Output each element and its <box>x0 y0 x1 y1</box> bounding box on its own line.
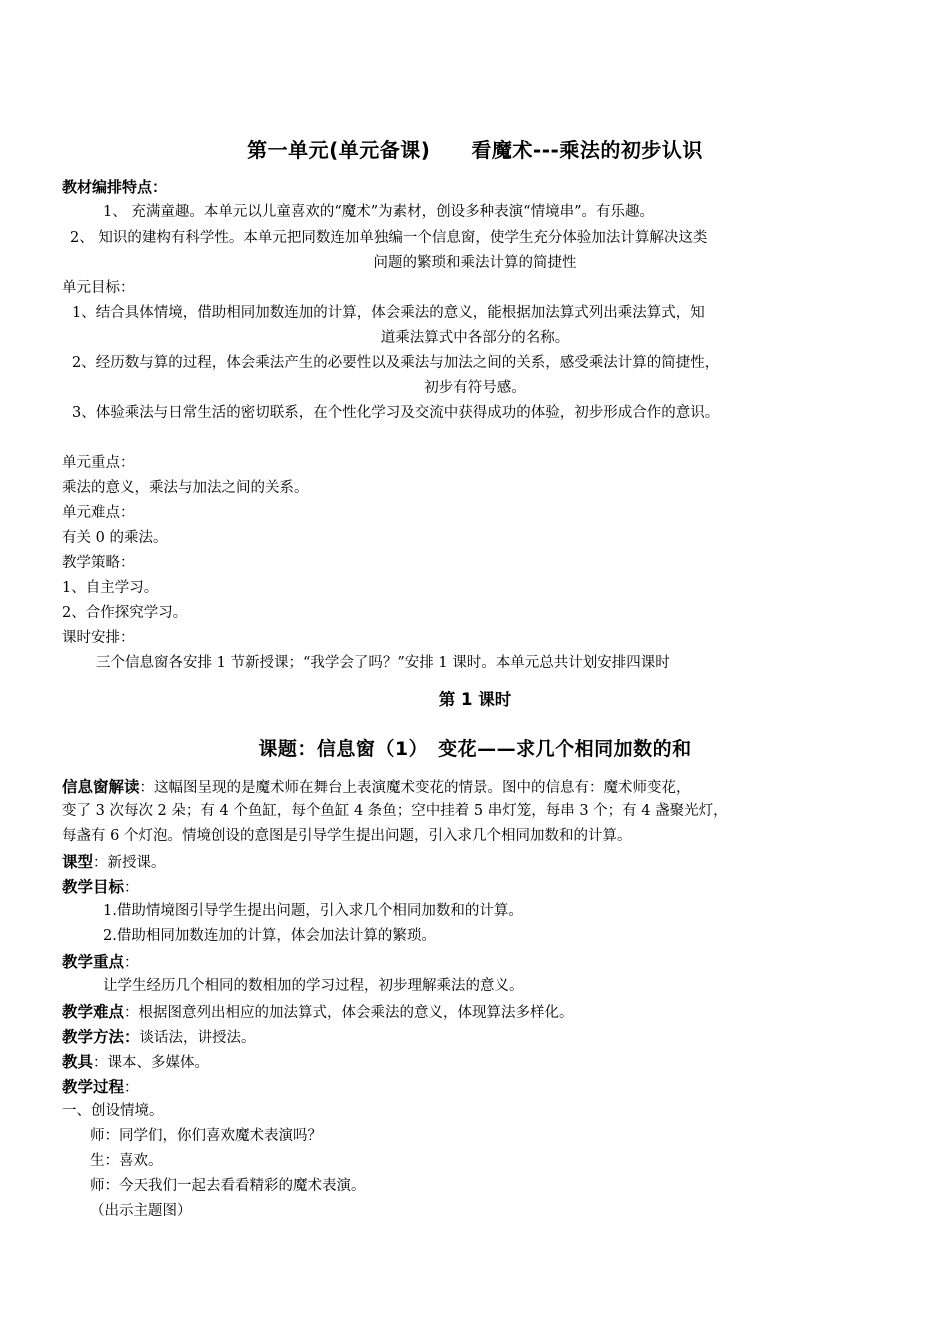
teaching-method <box>62 1026 256 1049</box>
teaching-process-colon: ： <box>124 1080 139 1096</box>
difficulty-text: 有关 0 的乘法。 <box>62 530 168 546</box>
unit-title: 第一单元(单元备课) 看魔术---乘法的初步认识 <box>247 138 703 162</box>
goal-3: 3、体验乘法与日常生活的密切联系，在个性化学习及交流中获得成功的体验，初步形成合作的意识。 <box>72 405 720 421</box>
teaching-process-heading <box>62 1076 139 1099</box>
strategy-item-1: 1、自主学习。 <box>62 580 159 596</box>
teaching-key-heading <box>62 951 139 974</box>
process-dialog-2: 生：喜欢。 <box>90 1153 163 1169</box>
teaching-goal-1: 1.借助情境图引导学生提出问题，引入求几个相同加数和的计算。 <box>103 903 523 919</box>
process-note: （出示主题图） <box>90 1203 192 1219</box>
teaching-goal-heading <box>62 876 139 899</box>
teaching-difficulty-text: ：根据图意列出相应的加法算式，体会乘法的意义，体现算法多样化。 <box>124 1005 574 1021</box>
goal-1-cont: 道乘法算式中各部分的名称。 <box>380 330 570 346</box>
info-window-label: 信息窗解读 <box>62 778 140 796</box>
strategy-heading: 教学策略： <box>62 555 135 571</box>
process-dialog-3: 师：今天我们一起去看看精彩的魔术表演。 <box>90 1178 366 1194</box>
teaching-process-label: 教学过程 <box>62 1078 125 1096</box>
schedule-text: 三个信息窗各安排 1 节新授课；“我学会了吗？”安排 1 课时。本单元总共计划安排四课时 <box>96 655 670 671</box>
teaching-goal-2: 2.借助相同加数连加的计算，体会加法计算的繁琐。 <box>103 928 436 944</box>
teaching-key-colon: ： <box>124 955 139 971</box>
teaching-difficulty-label: 教学难点 <box>62 1003 125 1021</box>
teaching-key-text: 让学生经历几个相同的数相加的学习过程，初步理解乘法的意义。 <box>103 978 524 994</box>
key-heading: 单元重点： <box>62 455 135 471</box>
features-item-1: 1、 充满童趣。本单元以儿童喜欢的“魔术”为素材，创设多种表演“情境串”。有乐趣。 <box>103 204 654 220</box>
schedule-heading: 课时安排： <box>62 630 135 646</box>
goal-1: 1、结合具体情境，借助相同加数连加的计算，体会乘法的意义，能根据加法算式列出乘法算式，知 <box>72 305 705 321</box>
teaching-goal-colon: ： <box>124 880 139 896</box>
process-dialog-1: 师：同学们，你们喜欢魔术表演吗？ <box>90 1128 322 1144</box>
features-item-2-cont: 问题的繁琐和乘法计算的简捷性 <box>373 255 577 271</box>
teaching-method-text: 谈话法，讲授法。 <box>139 1030 256 1046</box>
difficulty-heading: 单元难点： <box>62 505 135 521</box>
goals-heading: 单元目标： <box>62 280 135 296</box>
teaching-tools <box>62 1051 209 1074</box>
lesson-title: 课题：信息窗（1） 变花——求几个相同加数的和 <box>258 738 692 760</box>
features-item-2: 2、 知识的建构有科学性。本单元把同数连加单独编一个信息窗，使学生充分体验加法计算解决这类 <box>70 230 708 246</box>
teaching-difficulty <box>62 1001 574 1024</box>
lesson-type-text: ：新授课。 <box>93 855 166 871</box>
teaching-goal-label: 教学目标 <box>62 878 125 896</box>
lesson-type-label: 课型 <box>62 853 94 871</box>
lesson-number: 第 1 课时 <box>438 690 512 709</box>
lesson-type <box>62 851 166 874</box>
info-window-line-3: 每盏有 6 个灯泡。情境创设的意图是引导学生提出问题，引入求几个相同加数和的计算。 <box>62 828 632 844</box>
teaching-key-label: 教学重点 <box>62 953 125 971</box>
goal-2: 2、经历数与算的过程，体会乘法产生的必要性以及乘法与加法之间的关系，感受乘法计算的简捷性， <box>72 355 720 371</box>
process-step-1: 一、创设情境。 <box>62 1103 164 1119</box>
teaching-method-label: 教学方法： <box>62 1028 140 1046</box>
features-heading: 教材编排特点： <box>62 178 168 196</box>
strategy-item-2: 2、合作探究学习。 <box>62 605 188 621</box>
key-text: 乘法的意义，乘法与加法之间的关系。 <box>62 480 309 496</box>
info-window-line-2: 变了 3 次每次 2 朵；有 4 个鱼缸，每个鱼缸 4 条鱼；空中挂着 5 串灯笼，每串 3 个；有 4 盏聚光灯， <box>62 803 728 819</box>
info-window-text-1: ：这幅图呈现的是魔术师在舞台上表演魔术变花的情景。图中的信息有：魔术师变花， <box>139 780 691 796</box>
goal-2-cont: 初步有符号感。 <box>424 380 526 396</box>
teaching-tools-text: ：课本、多媒体。 <box>93 1055 210 1071</box>
teaching-tools-label: 教具 <box>62 1053 94 1071</box>
info-window-line-1 <box>62 776 691 799</box>
